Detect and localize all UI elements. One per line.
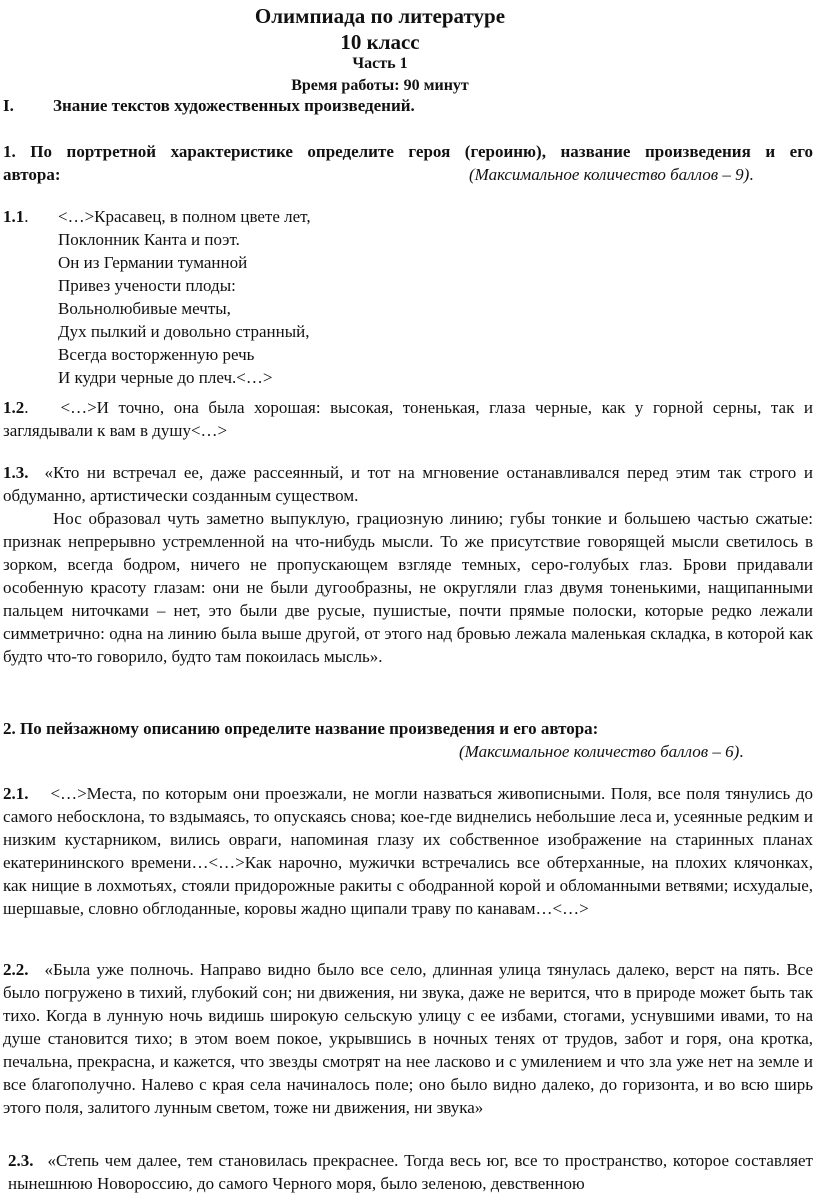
question-1-points: (Максимальное количество баллов – 9) (469, 165, 750, 184)
question-1-points-end: . (749, 165, 754, 184)
item-2-2-label: 2.2. (3, 960, 29, 979)
item-1-3-paragraph-1: «Кто ни встречал ее, даже рассеянный, и тот на мгновение останавливался перед этим так строго и обдуманно, артистически созданным существом. (3, 463, 813, 505)
poem-excerpt (58, 205, 311, 389)
item-1-2-label-dot: . (24, 398, 29, 417)
item-1-3-label: 1.3. (3, 463, 29, 482)
item-2-2-text: «Была уже полночь. Направо видно было все село, длинная улица тянулась далеко, верст на пять. Все было погружено в тихий, глубокий сон; ни движения, ни звука, даже не верится, что в природе может быть так тихо. Когда в лунную ночь видишь широкую сельскую улицу с ее избами, стогами, уснувшими ивами, то на душе становится тихо; в этом воем покое, укрывшись в ночных тенях от трудов, забот и горя, она кротка, печальна, прекрасна, и кажется, что звезды смотрят на нее ласково и с умилением и что зла уже нет на земле и все благополучно. Налево с края села начиналось поле; оно было видно далеко, до горизонта, и во всю ширь этого поля, залитого лунным светом, тоже ни движения, ни звука» (3, 960, 813, 1117)
item-1-2 (3, 396, 813, 442)
item-2-1-label: 2.1. (3, 784, 29, 803)
question-2-points: (Максимальное количество баллов – 6) (459, 742, 740, 761)
page-title: Олимпиада по литературе (254, 4, 506, 28)
question-1-line2: автора: (3, 165, 61, 184)
grade-heading: 10 класс (340, 30, 420, 54)
poem-line: Привез учености плоды: (58, 276, 236, 295)
poem-line: <…>Красавец, в полном цвете лет, (58, 207, 311, 226)
question-1-line1: 1. По портретной характеристике определите героя (героиню), название произведения и его (3, 142, 813, 161)
poem-line: Дух пылкий и довольно странный, (58, 322, 310, 341)
item-2-3-label: 2.3. (8, 1151, 34, 1170)
question-2 (3, 717, 813, 763)
part-heading: Часть 1 (352, 55, 408, 72)
item-2-3-text: «Степь чем далее, тем становилась прекраснее. Тогда весь юг, все то пространство, которое составляет нынешнюю Новороссию, до самого Черного моря, было зеленою, девственною (8, 1151, 813, 1193)
question-2-points-end: . (739, 742, 744, 761)
poem-line: Поклонник Канта и поэт. (58, 230, 240, 249)
item-1-2-text: <…>И точно, она была хорошая: высокая, тоненькая, глаза черные, как у горной серны, так и заглядывали к вам в душу<…> (3, 398, 813, 440)
section-title: Знание текстов художественных произведений. (53, 96, 415, 115)
poem-line: Вольнолюбивые мечты, (58, 299, 231, 318)
item-2-3 (8, 1149, 813, 1195)
item-1-1-label-dot: . (24, 207, 29, 226)
time-heading: Время работы: 90 минут (291, 77, 469, 94)
section-heading (3, 94, 813, 117)
section-number: I. (3, 96, 14, 115)
poem-line: Всегда восторженную речь (58, 345, 255, 364)
question-2-text: 2. По пейзажному описанию определите название произведения и его автора: (3, 719, 599, 738)
item-2-1-text: <…>Места, по которым они проезжали, не могли назваться живописными. Поля, все поля тянулись до самого небосклона, то вздымаясь, то опускаясь снова; кое-где виднелись небольшие леса и, усеянные редким и низким кустарником, вились овраги, напоминая глазу их собственное изображение на старинных планах екатерининского времени…<…>Как нарочно, мужички встречались все обтерханные, на плохих клячонках, как нищие в лохмотьях, стояли придорожные ракиты с ободранной корой и обломанными ветвями; исхудалые, шершавые, словно обглоданные, коровы жадно щипали траву по канавам…<…> (3, 784, 813, 918)
item-2-2 (3, 958, 813, 1119)
item-1-1-label: 1.1 (3, 207, 25, 226)
item-1-3 (3, 461, 813, 668)
item-1-1 (3, 205, 813, 395)
item-1-3-paragraph-2: Нос образовал чуть заметно выпуклую, грациозную линию; губы тонкие и большею частью сжатые: признак непрерывно устремленной на что-нибудь мысли. То же присутствие говорящей мысли светилось в зорком, всегда бодром, ничего не пропускающем взгляде темных, серо-голубых глаз. Брови придавали особенную красоту глазам: они не были дугообразны, не округляли глаз двумя тоненькими, нащипанными пальцем ниточками – нет, это были две русые, пушистые, почти прямые полоски, которые редко лежали симметрично: одна на линию была выше другой, от этого над бровью лежала маленькая складка, в которой как будто что-то говорило, будто там покоилась мысль». (3, 509, 813, 666)
poem-line: И кудри черные до плеч.<…> (58, 368, 273, 387)
item-2-1 (3, 782, 813, 920)
question-1 (3, 140, 813, 186)
item-1-2-label: 1.2 (3, 398, 25, 417)
poem-line: Он из Германии туманной (58, 253, 248, 272)
